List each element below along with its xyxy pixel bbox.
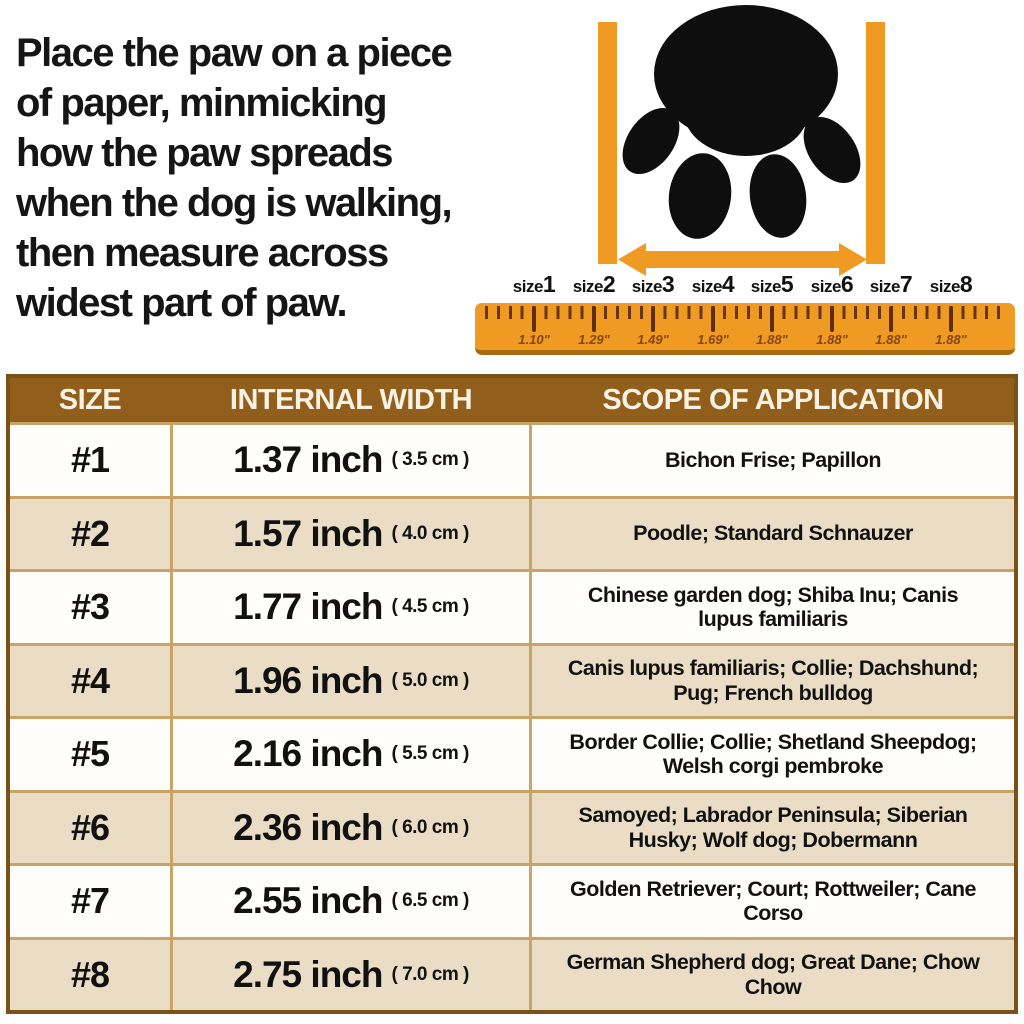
instruction-line: Place the paw on a piece — [16, 31, 452, 75]
table-cell-size: #4 — [10, 646, 170, 717]
table-cell-width: 1.77 inch ( 4.5 cm ) — [173, 572, 529, 643]
header-internal-width: INTERNAL WIDTH — [229, 383, 473, 416]
instruction-line: widest part of paw. — [16, 281, 347, 325]
table-cell-width: 2.75 inch ( 7.0 cm ) — [173, 940, 529, 1011]
table-cell-scope: Canis lupus familiaris; Collie; Dachshund; Pug; French bulldog — [532, 646, 1014, 717]
table-cell-scope: German Shepherd dog; Great Dane; Chow Chow — [532, 940, 1014, 1011]
ruler-tick-major — [830, 306, 834, 332]
ruler-size-label: size2 — [572, 271, 616, 297]
ruler-inch-value: 1.88" — [816, 332, 848, 347]
ruler-size-label: size3 — [631, 271, 675, 297]
ruler-size-label: size8 — [929, 271, 973, 297]
table-cell-width: 2.16 inch ( 5.5 cm ) — [173, 719, 529, 790]
table-cell-scope: Bichon Frise; Papillon — [532, 425, 1014, 496]
instruction-line: how the paw spreads — [16, 131, 393, 175]
table-cell-size: #8 — [10, 940, 170, 1011]
table-cell-scope: Poodle; Standard Schnauzer — [532, 499, 1014, 570]
ruler-tick-major — [770, 306, 774, 332]
ruler-size-label: size5 — [750, 271, 794, 297]
table-cell-size: #3 — [10, 572, 170, 643]
measure-instructions — [16, 28, 576, 328]
table-cell-scope: Chinese garden dog; Shiba Inu; Canis lupus familiaris — [532, 572, 1014, 643]
ruler-ticks — [485, 306, 1007, 319]
ruler-tick-major — [949, 306, 953, 332]
table-cell-size: #2 — [10, 499, 170, 570]
measurement-bar-right — [866, 22, 885, 264]
measurement-bar-left — [598, 22, 617, 264]
ruler-tick-major — [651, 306, 655, 332]
table-cell-size: #1 — [10, 425, 170, 496]
ruler-inch-value: 1.88" — [935, 332, 967, 347]
table-header-row — [10, 378, 1014, 422]
table-cell-size: #6 — [10, 793, 170, 864]
ruler-inch-value: 1.88" — [756, 332, 788, 347]
ruler-size-label: size1 — [512, 271, 556, 297]
ruler-inch-value: 1.49" — [637, 332, 669, 347]
ruler-inch-value: 1.29" — [578, 332, 610, 347]
paw-print-icon — [611, 5, 872, 243]
ruler-size-label: size4 — [691, 271, 735, 297]
instruction-line: then measure across — [16, 231, 388, 275]
ruler-tick-major — [711, 306, 715, 332]
ruler — [475, 303, 1015, 355]
table-cell-scope: Border Collie; Collie; Shetland Sheepdog; Welsh corgi pembroke — [532, 719, 1014, 790]
table-cell-width: 2.36 inch ( 6.0 cm ) — [173, 793, 529, 864]
ruler-inch-value: 1.10" — [518, 332, 550, 347]
size-chart-table — [6, 374, 1018, 1014]
table-cell-width: 1.57 inch ( 4.0 cm ) — [173, 499, 529, 570]
ruler-inch-value: 1.88" — [875, 332, 907, 347]
ruler-size-label: size7 — [869, 271, 913, 297]
instruction-line: of paper, minmicking — [16, 81, 387, 125]
table-cell-width: 2.55 inch ( 6.5 cm ) — [173, 866, 529, 937]
table-cell-size: #5 — [10, 719, 170, 790]
ruler-tick-major — [889, 306, 893, 332]
instruction-line: when the dog is walking, — [16, 181, 452, 225]
ruler-tick-major — [532, 306, 536, 332]
table-cell-width: 1.96 inch ( 5.0 cm ) — [173, 646, 529, 717]
table-cell-scope: Samoyed; Labrador Peninsula; Siberian Husky; Wolf dog; Dobermann — [532, 793, 1014, 864]
ruler-inch-value: 1.69" — [697, 332, 729, 347]
header-size: SIZE — [58, 383, 122, 416]
table-cell-size: #7 — [10, 866, 170, 937]
ruler-tick-major — [592, 306, 596, 332]
header-scope: SCOPE OF APPLICATION — [602, 383, 944, 416]
ruler-size-label: size6 — [810, 271, 854, 297]
paw-measure-diagram — [560, 0, 940, 300]
table-cell-width: 1.37 inch ( 3.5 cm ) — [173, 425, 529, 496]
table-cell-scope: Golden Retriever; Court; Rottweiler; Cane Corso — [532, 866, 1014, 937]
